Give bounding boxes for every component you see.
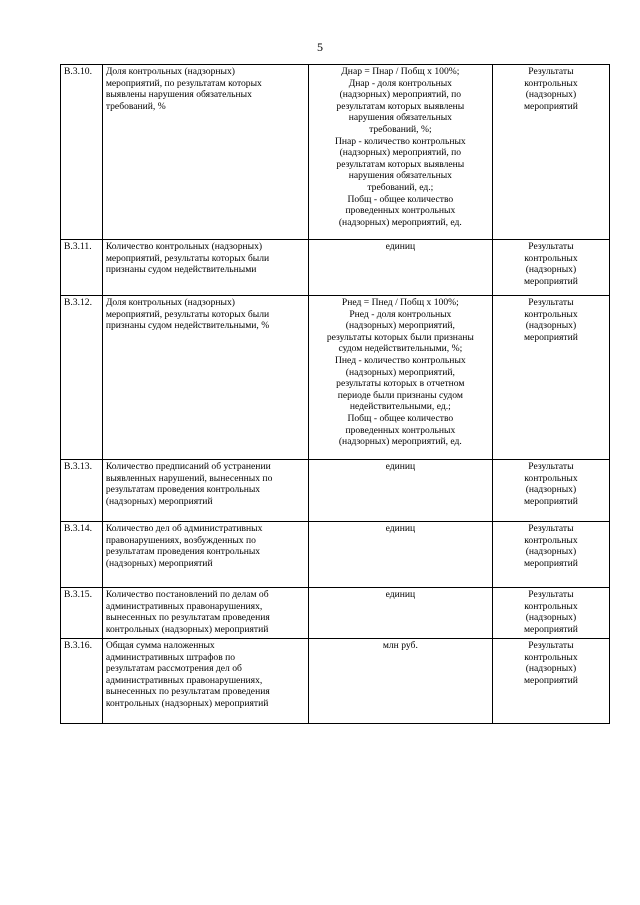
indicator-formula-line: (надзорных) мероприятий,	[345, 366, 455, 378]
indicator-formula-line: Рнед - доля контрольных	[349, 308, 452, 320]
indicator-formula	[308, 65, 492, 240]
indicator-source-line: (надзорных)	[525, 264, 577, 276]
indicator-formula-line: единиц	[385, 589, 416, 600]
indicator-source-line: (надзорных)	[525, 484, 577, 496]
indicator-source	[492, 65, 609, 240]
indicator-source-line: (надзорных)	[525, 320, 577, 332]
indicator-name-line: Количество предписаний об устранении	[105, 461, 271, 472]
indicator-name	[102, 65, 308, 240]
indicator-formula-line: единиц	[385, 523, 416, 534]
indicator-source-line: мероприятий	[523, 275, 578, 287]
indicator-name	[102, 240, 308, 296]
indicator-formula-line: проведенных контрольных	[345, 205, 456, 217]
indicator-name-line: Доля контрольных (надзорных)	[105, 297, 235, 308]
indicator-name-line: вынесенных по результатам проведения	[105, 686, 270, 698]
indicator-source-line: мероприятий	[523, 100, 578, 112]
indicator-name-line: требований, %	[105, 100, 166, 112]
indicator-source-line: Результаты	[528, 461, 574, 472]
indicator-formula-line: Днар = Пнар / Побщ х 100%;	[341, 66, 460, 77]
indicator-formula-line: результаты которых в отчетном	[336, 378, 465, 390]
indicator-source-line: контрольных	[524, 77, 578, 89]
indicator-name-line: Количество контрольных (надзорных)	[105, 241, 263, 252]
indicators-table-body	[61, 65, 610, 724]
indicator-name-line: вынесенных по результатам проведения	[105, 612, 270, 624]
table-row	[61, 460, 610, 522]
indicator-name-line: результатам рассмотрения дел об	[105, 663, 242, 675]
indicator-formula-line: результатам которых выявлены	[336, 158, 465, 170]
indicator-source	[492, 639, 609, 724]
indicator-formula-line: результатам которых выявлены	[336, 100, 465, 112]
indicator-formula	[308, 296, 492, 460]
indicator-name-line: административных правонарушениях,	[105, 674, 263, 686]
indicator-source	[492, 522, 609, 588]
table-row	[61, 240, 610, 296]
indicator-formula	[308, 460, 492, 522]
indicator-source-line: мероприятий	[523, 557, 578, 569]
indicator-formula-line: Побщ - общее количество	[347, 193, 454, 205]
indicator-formula-line: периоде были признаны судом	[337, 389, 463, 401]
indicator-formula-line: (надзорных) мероприятий,	[345, 320, 455, 332]
indicator-name-line: контрольных (надзорных) мероприятий	[105, 623, 269, 635]
indicator-source-line: контрольных	[524, 308, 578, 320]
indicator-name	[102, 639, 308, 724]
indicator-name-line: мероприятий, результаты которых были	[105, 308, 270, 320]
indicator-formula-line: Рнед = Пнед / Побщ х 100%;	[341, 297, 459, 308]
indicator-name-line: правонарушениях, возбужденных по	[105, 534, 256, 546]
indicator-name-line: административных штрафов по	[105, 651, 236, 663]
indicator-source-line: Результаты	[528, 297, 574, 308]
indicator-source-line: мероприятий	[523, 495, 578, 507]
indicator-name-line: выявленных нарушений, вынесенных по	[105, 472, 273, 484]
indicator-formula-line: требований, %;	[369, 123, 432, 135]
indicator-source-line: мероприятий	[523, 623, 578, 635]
indicator-source-line: Результаты	[528, 241, 574, 252]
indicator-source	[492, 460, 609, 522]
indicator-source-line: контрольных	[524, 600, 578, 612]
indicator-source-line: Результаты	[528, 523, 574, 534]
indicator-code: В.3.13.	[61, 460, 103, 522]
indicator-name-line: Количество дел об административных	[105, 523, 263, 534]
indicator-source-line: (надзорных)	[525, 546, 577, 558]
indicator-source-line: Результаты	[528, 589, 574, 600]
indicator-name-line: Доля контрольных (надзорных)	[105, 66, 235, 77]
indicator-name-line: Общая сумма наложенных	[105, 640, 215, 651]
indicator-formula-line: результаты которых были признаны	[326, 331, 474, 343]
table-row	[61, 522, 610, 588]
indicator-formula-line: недействительными, ед.;	[349, 401, 451, 413]
indicator-formula-line: проведенных контрольных	[345, 424, 456, 436]
indicator-source-line: мероприятий	[523, 674, 578, 686]
indicator-name-line: (надзорных) мероприятий	[105, 495, 213, 507]
indicator-formula-line: (надзорных) мероприятий, по	[339, 89, 462, 101]
indicator-source-line: контрольных	[524, 252, 578, 264]
indicator-code: В.3.10.	[61, 65, 103, 240]
indicator-formula-line: нарушения обязательных	[348, 112, 452, 124]
indicator-name	[102, 460, 308, 522]
indicator-source-line: контрольных	[524, 534, 578, 546]
indicator-name-line: результатам проведения контрольных	[105, 484, 261, 496]
indicator-name	[102, 296, 308, 460]
indicator-formula	[308, 639, 492, 724]
indicator-name-line: признаны судом недействительными, %	[105, 320, 270, 332]
indicator-formula-line: (надзорных) мероприятий, по	[339, 147, 462, 159]
indicator-source-line: контрольных	[524, 472, 578, 484]
indicator-formula	[308, 522, 492, 588]
indicator-source-line: контрольных	[524, 651, 578, 663]
indicator-name-line: результатам проведения контрольных	[105, 546, 261, 558]
indicators-table	[60, 64, 610, 724]
indicator-name-line: мероприятий, по результатам которых	[105, 77, 262, 89]
indicator-code: В.3.14.	[61, 522, 103, 588]
indicator-source-line: мероприятий	[523, 331, 578, 343]
indicator-source-line: (надзорных)	[525, 663, 577, 675]
table-row	[61, 588, 610, 639]
indicator-name-line: выявлены нарушения обязательных	[105, 89, 252, 101]
indicator-formula-line: Пнар - количество контрольных	[334, 135, 466, 147]
indicator-source-line: Результаты	[528, 66, 574, 77]
indicator-name-line: мероприятий, результаты которых были	[105, 252, 270, 264]
indicator-name	[102, 522, 308, 588]
indicator-formula-line: нарушения обязательных	[348, 170, 452, 182]
indicator-code: В.3.12.	[61, 296, 103, 460]
indicator-formula	[308, 588, 492, 639]
indicator-formula-line: млн руб.	[382, 640, 418, 651]
table-row	[61, 65, 610, 240]
indicator-formula	[308, 240, 492, 296]
indicator-formula-line: единиц	[385, 241, 416, 252]
page-number: 5	[317, 40, 323, 54]
indicator-formula-line: Пнед - количество контрольных	[335, 354, 466, 366]
indicator-source-line: (надзорных)	[525, 89, 577, 101]
indicator-formula-line: (надзорных) мероприятий, ед.	[338, 216, 462, 228]
indicator-formula-line: требований, ед.;	[367, 181, 434, 193]
indicator-source	[492, 296, 609, 460]
indicator-code: В.3.11.	[61, 240, 103, 296]
indicator-source-line: (надзорных)	[525, 612, 577, 624]
indicator-name-line: признаны судом недействительными	[105, 264, 257, 276]
indicator-formula-line: (надзорных) мероприятий, ед.	[338, 436, 462, 448]
indicator-formula-line: Днар - доля контрольных	[348, 77, 452, 89]
indicator-name-line: Количество постановлений по делам об	[105, 589, 269, 600]
indicator-source	[492, 588, 609, 639]
indicator-name-line: контрольных (надзорных) мероприятий	[105, 697, 269, 709]
indicator-formula-line: Побщ - общее количество	[347, 412, 454, 424]
indicator-code: В.3.15.	[61, 588, 103, 639]
table-row	[61, 296, 610, 460]
indicator-formula-line: единиц	[385, 461, 416, 472]
table-row	[61, 639, 610, 724]
indicator-code: В.3.16.	[61, 639, 103, 724]
indicator-formula-line: судом недействительными, %;	[338, 343, 463, 355]
indicator-name-line: административных правонарушениях,	[105, 600, 263, 612]
indicator-name-line: (надзорных) мероприятий	[105, 557, 213, 569]
indicator-name	[102, 588, 308, 639]
indicator-source-line: Результаты	[528, 640, 574, 651]
indicator-source	[492, 240, 609, 296]
